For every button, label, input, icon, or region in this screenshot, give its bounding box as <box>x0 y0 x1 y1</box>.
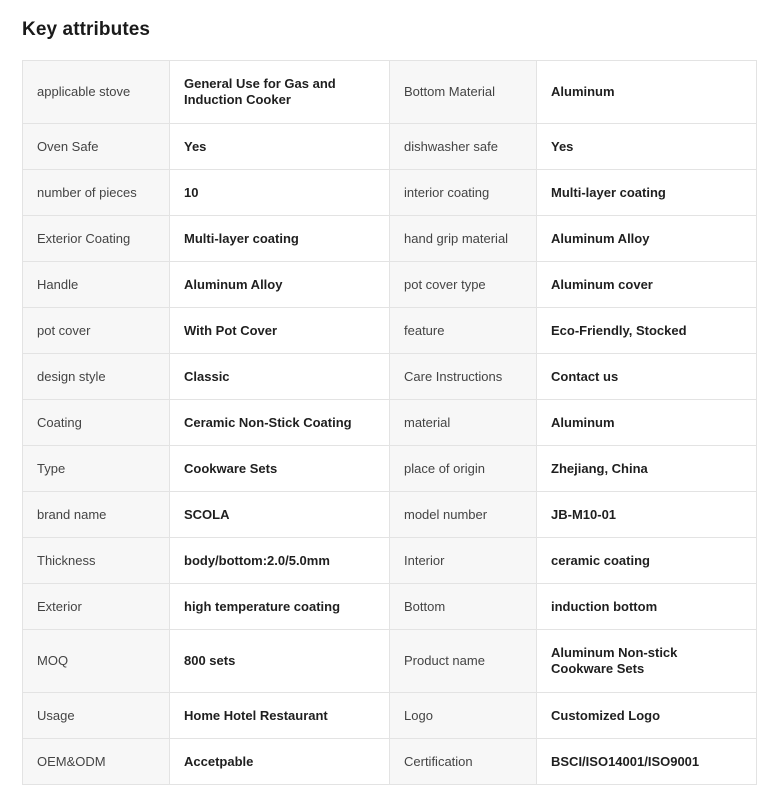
attribute-label: Thickness <box>23 538 170 584</box>
attribute-label: Exterior <box>23 584 170 630</box>
attribute-value: Aluminum Alloy <box>537 216 757 262</box>
attribute-label: interior coating <box>390 170 537 216</box>
attribute-value: Yes <box>170 124 390 170</box>
table-row <box>23 584 757 630</box>
attribute-label: pot cover <box>23 308 170 354</box>
attribute-value: high temperature coating <box>170 584 390 630</box>
key-attributes-table <box>22 60 757 785</box>
attribute-value: Yes <box>537 124 757 170</box>
attribute-value: Accetpable <box>170 739 390 785</box>
attribute-value: induction bottom <box>537 584 757 630</box>
attribute-value: 10 <box>170 170 390 216</box>
attribute-value: Cookware Sets <box>170 446 390 492</box>
attribute-label: pot cover type <box>390 262 537 308</box>
attribute-label: Usage <box>23 693 170 739</box>
attribute-value: Classic <box>170 354 390 400</box>
table-row <box>23 400 757 446</box>
attribute-label: dishwasher safe <box>390 124 537 170</box>
attribute-label: feature <box>390 308 537 354</box>
table-row <box>23 446 757 492</box>
table-row <box>23 739 757 785</box>
table-row <box>23 693 757 739</box>
attribute-label: Type <box>23 446 170 492</box>
attribute-label: Product name <box>390 630 537 693</box>
attribute-label: Certification <box>390 739 537 785</box>
table-row <box>23 61 757 124</box>
table-row <box>23 308 757 354</box>
table-row <box>23 630 757 693</box>
attribute-label: Bottom <box>390 584 537 630</box>
attribute-label: MOQ <box>23 630 170 693</box>
attribute-label: Oven Safe <box>23 124 170 170</box>
attribute-value: With Pot Cover <box>170 308 390 354</box>
attribute-label: hand grip material <box>390 216 537 262</box>
attribute-value: 800 sets <box>170 630 390 693</box>
attributes-table-body <box>23 61 757 785</box>
attribute-label: applicable stove <box>23 61 170 124</box>
attribute-label: material <box>390 400 537 446</box>
table-row <box>23 170 757 216</box>
attribute-value: JB-M10-01 <box>537 492 757 538</box>
attribute-value: Multi-layer coating <box>170 216 390 262</box>
attribute-label: Coating <box>23 400 170 446</box>
attribute-value: Aluminum <box>537 61 757 124</box>
attribute-label: Exterior Coating <box>23 216 170 262</box>
table-row <box>23 216 757 262</box>
attribute-label: place of origin <box>390 446 537 492</box>
attribute-label: OEM&ODM <box>23 739 170 785</box>
attribute-value: BSCI/ISO14001/ISO9001 <box>537 739 757 785</box>
attribute-value: Zhejiang, China <box>537 446 757 492</box>
table-row <box>23 538 757 584</box>
table-row <box>23 262 757 308</box>
attribute-label: Care Instructions <box>390 354 537 400</box>
attribute-value: General Use for Gas and Induction Cooker <box>170 61 390 124</box>
attribute-value: Aluminum <box>537 400 757 446</box>
attribute-label: model number <box>390 492 537 538</box>
attribute-value: Home Hotel Restaurant <box>170 693 390 739</box>
attribute-value: Aluminum Non-stick Cookware Sets <box>537 630 757 693</box>
attribute-value: body/bottom:2.0/5.0mm <box>170 538 390 584</box>
table-row <box>23 354 757 400</box>
section-title: Key attributes <box>22 19 151 40</box>
attribute-value: Customized Logo <box>537 693 757 739</box>
attribute-value: Contact us <box>537 354 757 400</box>
attribute-value: Multi-layer coating <box>537 170 757 216</box>
attribute-value: Aluminum Alloy <box>170 262 390 308</box>
attribute-label: design style <box>23 354 170 400</box>
attribute-value: Ceramic Non-Stick Coating <box>170 400 390 446</box>
attribute-label: Logo <box>390 693 537 739</box>
table-row <box>23 124 757 170</box>
attribute-label: Handle <box>23 262 170 308</box>
attribute-value: Eco-Friendly, Stocked <box>537 308 757 354</box>
attribute-value: Aluminum cover <box>537 262 757 308</box>
attribute-label: Interior <box>390 538 537 584</box>
attribute-label: Bottom Material <box>390 61 537 124</box>
table-row <box>23 492 757 538</box>
attribute-label: brand name <box>23 492 170 538</box>
attribute-value: SCOLA <box>170 492 390 538</box>
attribute-value: ceramic coating <box>537 538 757 584</box>
attribute-label: number of pieces <box>23 170 170 216</box>
